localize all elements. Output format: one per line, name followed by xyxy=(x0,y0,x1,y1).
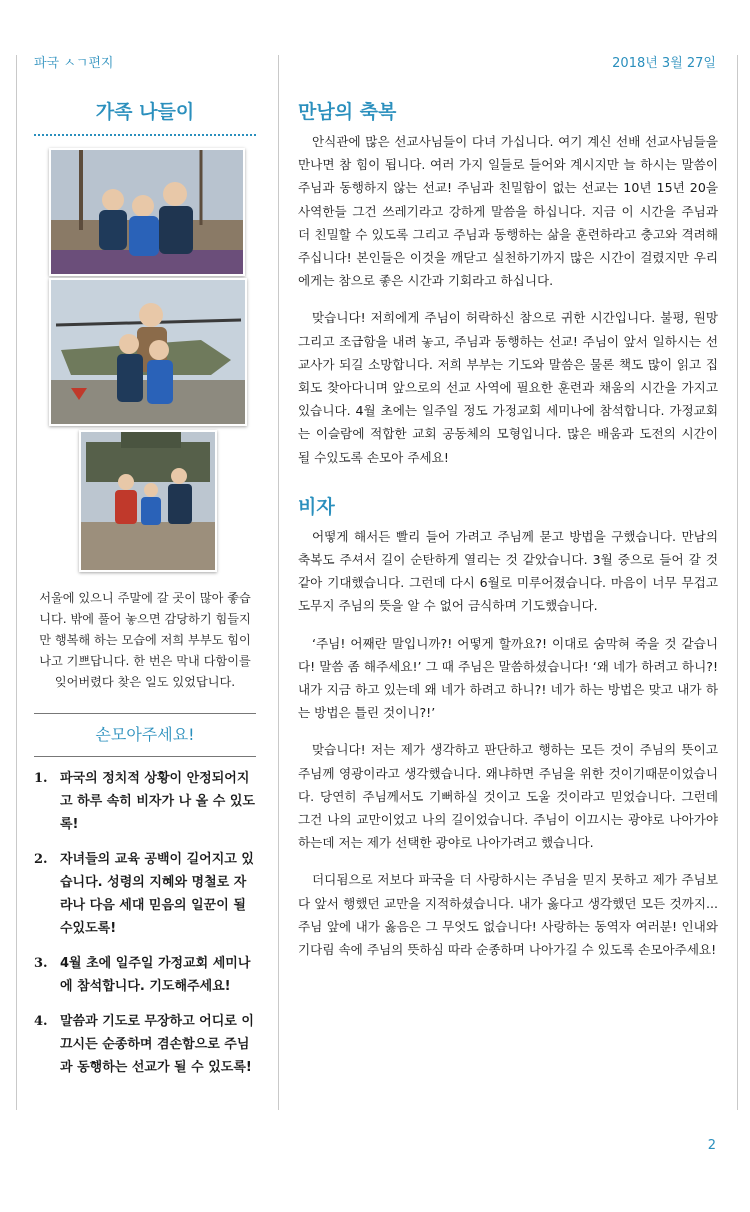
photo-caption: 서울에 있으니 주말에 갈 곳이 많아 좋습니다. 밖에 풀어 놓으면 감당하기 힘들지만 행복해 하는 모습에 저희 부부도 힘이 나고 기쁘답니다. 한 번은 막내 다함이를 잊어버렸다 찾은 일도 있었답니다. xyxy=(39,591,251,689)
visa-paragraph: 맞습니다! 저는 제가 생각하고 판단하고 행하는 모든 것이 주님의 뜻이고 주님께 영광이라고 생각했습니다. 왜냐하면 주님을 위한 것이기때문이었습니다. 당연히 주님께서도 기뻐하실 것이고 도울 것이라고 믿었습니다. 그런데 그건 나의 교만이었고 나의 길이었습니다. 주님이 이끄시는 광야로 나아가야 하는데 저는 제가 선택한 광야로 나아가려고 했습니다. xyxy=(298,742,718,851)
prayer-item: 2. 자녀들의 교육 공백이 길어지고 있습니다. 성령의 지혜와 명철로 자라나 다음 세대 믿음의 일꾼이 될 수있도록! xyxy=(34,852,254,936)
column-divider xyxy=(278,55,279,1110)
section-title-blessing: 만남의 축복 xyxy=(298,101,397,123)
blessing-paragraph: 맞습니다! 저희에게 주님이 허락하신 참으로 귀한 시간입니다. 불평, 원망 그리고 조급함을 내려 놓고, 주님과 동행하는 선교! 주님이 앞서 일하시는 선교사가 되길 소망합니다. 저희 부부는 기도와 말씀은 물론 책도 많이 읽고 집회도 찾아다니며 앞으로의 선교 사역에 필요한 훈련과 채움의 시간을 가지고 있습니다. 4월 초에는 일주일 정도 가정교회 세미나에 참석합니다. 가정교회는 이슬람에 적합한 교회 공동체의 모형입니다. 많은 배움과 도전의 시간이 될 수있도록 손모아 주세요! xyxy=(298,310,718,465)
sidebar-title: 가족 나들이 xyxy=(95,101,195,123)
sidebar xyxy=(34,98,256,1091)
right-margin-line xyxy=(737,55,738,1110)
visa-paragraph: ‘주님! 어째란 말입니까?! 어떻게 할까요?! 이대로 숨막혀 죽을 것 같습니다! 말씀 좀 해주세요!’ 그 때 주님은 말씀하셨습니다! ‘왜 네가 하려고 하니?! 내가 지금 하고 있는데 왜 네가 하려고 하니?! 네가 하는 방법은 맞고 내가 하는 방법은 틀린 것이니?!’ xyxy=(298,635,718,721)
left-margin-line xyxy=(16,55,17,1110)
visa-paragraph: 더디됨으로 저보다 파국을 더 사랑하시는 주님을 믿지 못하고 제가 주님보다 앞서 행했던 교만을 지적하셨습니다. 내가 옳다고 생각했던 모든 것까지... 주님 앞에 내가 옳음은 그 무엇도 없습니다! 사랑하는 동역자 여러분! 인내와 기다림 속에 주님의 뜻하심 따라 순종하며 나아가길 수 있도록 손모아주세요! xyxy=(298,872,718,958)
family-photo-helicopter xyxy=(49,278,247,426)
visa-paragraph: 어떻게 해서든 빨리 들어 가려고 주님께 묻고 방법을 구했습니다. 만남의 축복도 주셔서 길이 순탄하게 열리는 것 같았습니다. 3월 중으로 들어 갈 것 같아 기대했습니다. 그런데 다시 6월로 미루어졌습니다. 마음이 너무 무겁고 도무지 주님의 뜻을 알 수 없어 금식하며 기도했습니다. xyxy=(298,528,718,614)
section-title-visa: 비자 xyxy=(298,495,335,518)
prayer-item: 3. 4월 초에 일주일 가정교회 세미나에 참석합니다. 기도해주세요! xyxy=(34,956,251,994)
family-photo-park xyxy=(49,148,245,276)
prayer-title: 손모아주세요! xyxy=(95,725,195,744)
dotted-divider xyxy=(34,134,256,136)
page-number: 2 xyxy=(707,1138,716,1153)
header-left: 파국 ㅅㄱ편지 xyxy=(34,56,114,71)
prayer-list xyxy=(34,767,256,1079)
prayer-item: 1. 파국의 정치적 상황이 안정되어지고 하루 속히 비자가 나 올 수 있도록! xyxy=(34,771,255,832)
prayer-item: 4. 말씀과 기도로 무장하고 어디로 이끄시든 순종하며 겸손함으로 주님과 동행하는 선교가 될 수 있도록! xyxy=(34,1014,254,1075)
prayer-rule-bottom xyxy=(34,756,256,757)
blessing-paragraph: 안식관에 많은 선교사님들이 다녀 가십니다. 여기 계신 선배 선교사님들을 만나면 참 힘이 됩니다. 여러 가지 일들로 들어와 계시지만 늘 하시는 말씀이 주님과 동행하지 않는 선교! 주님과 친밀함이 없는 선교는 10년 15년 20을 사역한들 그건 쓰레기라고 강하게 말씀을 하십니다. 지금 이 시간을 주님과 더 친밀할 수 있도록 그리고 주님과 동행하는 삶을 훈련하라고 충고와 격려해 주십니다! 본인들은 이것을 깨닫고 실천하기까지 많은 시간이 걸렸지만 우리에게는 참으로 좋은 시간과 기회라고 하십니다. xyxy=(298,134,718,289)
main-content xyxy=(298,98,718,975)
family-photo-tank xyxy=(79,430,217,572)
photo-collage xyxy=(34,148,256,578)
header-date: 2018년 3월 27일 xyxy=(612,56,716,71)
